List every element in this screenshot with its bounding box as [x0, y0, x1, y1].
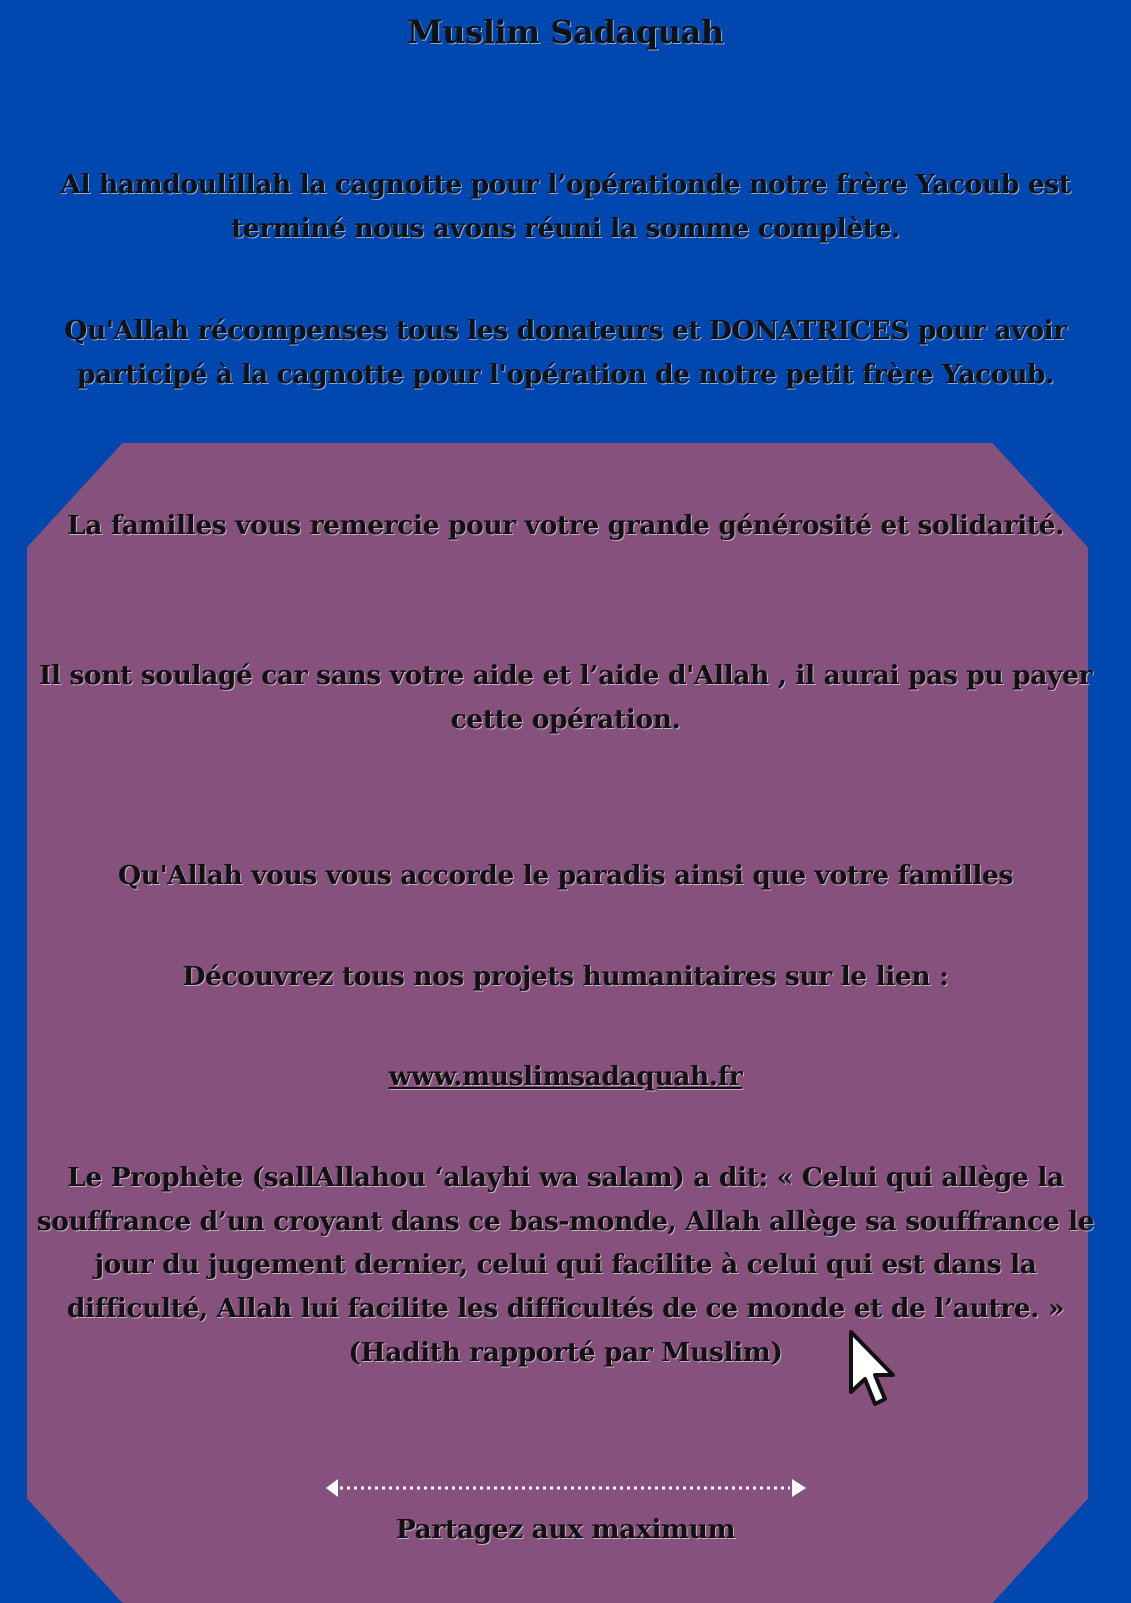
mouse-cursor-icon: [847, 1330, 907, 1410]
thanks-donors-paragraph: Qu'Allah récompenses tous les donateurs et DONATRICES pour avoir participé à la cagnotte pour l'opération de notre petit frère Yacoub.: [64, 315, 1067, 390]
left-arrowhead-icon: [326, 1479, 338, 1497]
double-arrow-divider-icon: [326, 1476, 806, 1500]
family-thanks-paragraph: La familles vous remercie pour votre grande générosité et solidarité.: [67, 510, 1064, 541]
page-title: Muslim Sadaquah: [407, 13, 724, 51]
relief-paragraph: Il sont soulagé car sans votre aide et l’aide d'Allah , il aurai pas pu payer cette opération.: [38, 660, 1093, 735]
announcement-paragraph: Al hamdoulillah la cagnotte pour l’opérationde notre frère Yacoub est terminé nous avons réuni la somme complète.: [60, 169, 1071, 244]
discover-projects-paragraph: Découvrez tous nos projets humanitaires sur le lien :: [182, 961, 949, 992]
right-arrowhead-icon: [792, 1479, 806, 1497]
website-link[interactable]: www.muslimsadaquah.fr: [388, 1061, 743, 1092]
hadith-quote: Le Prophète (sallAllahou ‘alayhi wa salam) a dit: « Celui qui allège la souffrance d’un croyant dans ce bas-monde, Allah allège sa souffrance le jour du jugement dernier, celui qui facilite à celui qui est dans la difficulté, Allah lui facilite les difficultés de ce monde et de l’autre. » (Hadith rapporté par Muslim): [36, 1162, 1095, 1368]
share-call-to-action: Partagez aux maximum: [395, 1514, 736, 1545]
prayer-paragraph: Qu'Allah vous vous accorde le paradis ainsi que votre familles: [118, 860, 1013, 891]
